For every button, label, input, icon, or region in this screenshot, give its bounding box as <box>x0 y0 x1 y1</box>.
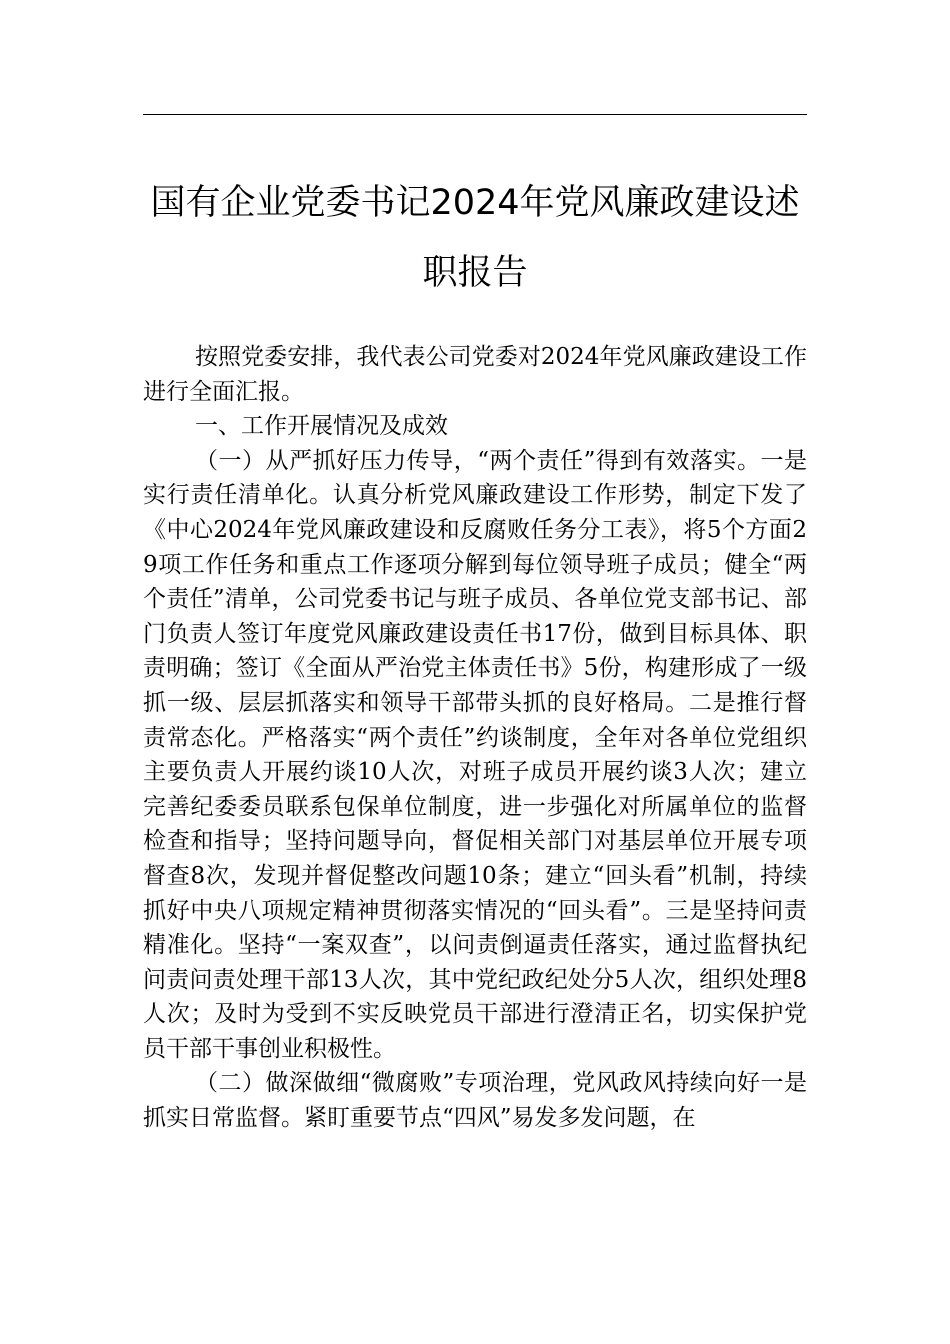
body-paragraph: （二）做深做细“微腐败”专项治理，党风政风持续向好一是抓实日常监督。紧盯重要节点“四风”易发多发问题，在 <box>143 1070 807 1132</box>
header-rule <box>143 114 807 115</box>
document-title: 国有企业党委书记2024年党风廉政建设述职报告 <box>150 183 800 293</box>
intro-paragraph: 按照党委安排，我代表公司党委对2024年党风廉政建设工作进行全面汇报。 <box>143 344 807 405</box>
section-heading: 一、工作开展情况及成效 <box>195 413 448 440</box>
body-paragraph: （一）从严抓好压力传导，“两个责任”得到有效落实。一是实行责任清单化。认真分析党风廉政建设工作形势，制定下发了《中心2024年党风廉政建设和反腐败任务分工表》，将5个方面29项工作任务和重点工作逐项分解到每位领导班子成员；健全“两个责任”清单，公司党委书记与班子成员、各单位党支部书记、部门负责人签订年度党风廉政建设责任书17份，做到目标具体、职责明确；签订《全面从严治党主体责任书》5份，构建形成了一级抓一级、层层抓落实和领导干部带头抓的良好格局。二是推行督责常态化。严格落实“两个责任”约谈制度，全年对各单位党组织主要负责人开展约谈10人次，对班子成员开展约谈3人次；建立完善纪委委员联系包保单位制度，进一步强化对所属单位的监督检查和指导；坚持问题导向，督促相关部门对基层单位开展专项督查8次，发现并督促整改问题10条；建立“回头看”机制，持续抓好中央八项规定精神贯彻落实情况的“回头看”。三是坚持问责精准化。坚持“一案双查”，以问责倒逼责任落实，通过监督执纪问责问责处理干部13人次，其中党纪政纪处分5人次，组织处理8人次；及时为受到不实反映党员干部进行澄清正名，切实保护党员干部干事创业积极性。 <box>143 447 807 1062</box>
document-body <box>143 340 807 1136</box>
